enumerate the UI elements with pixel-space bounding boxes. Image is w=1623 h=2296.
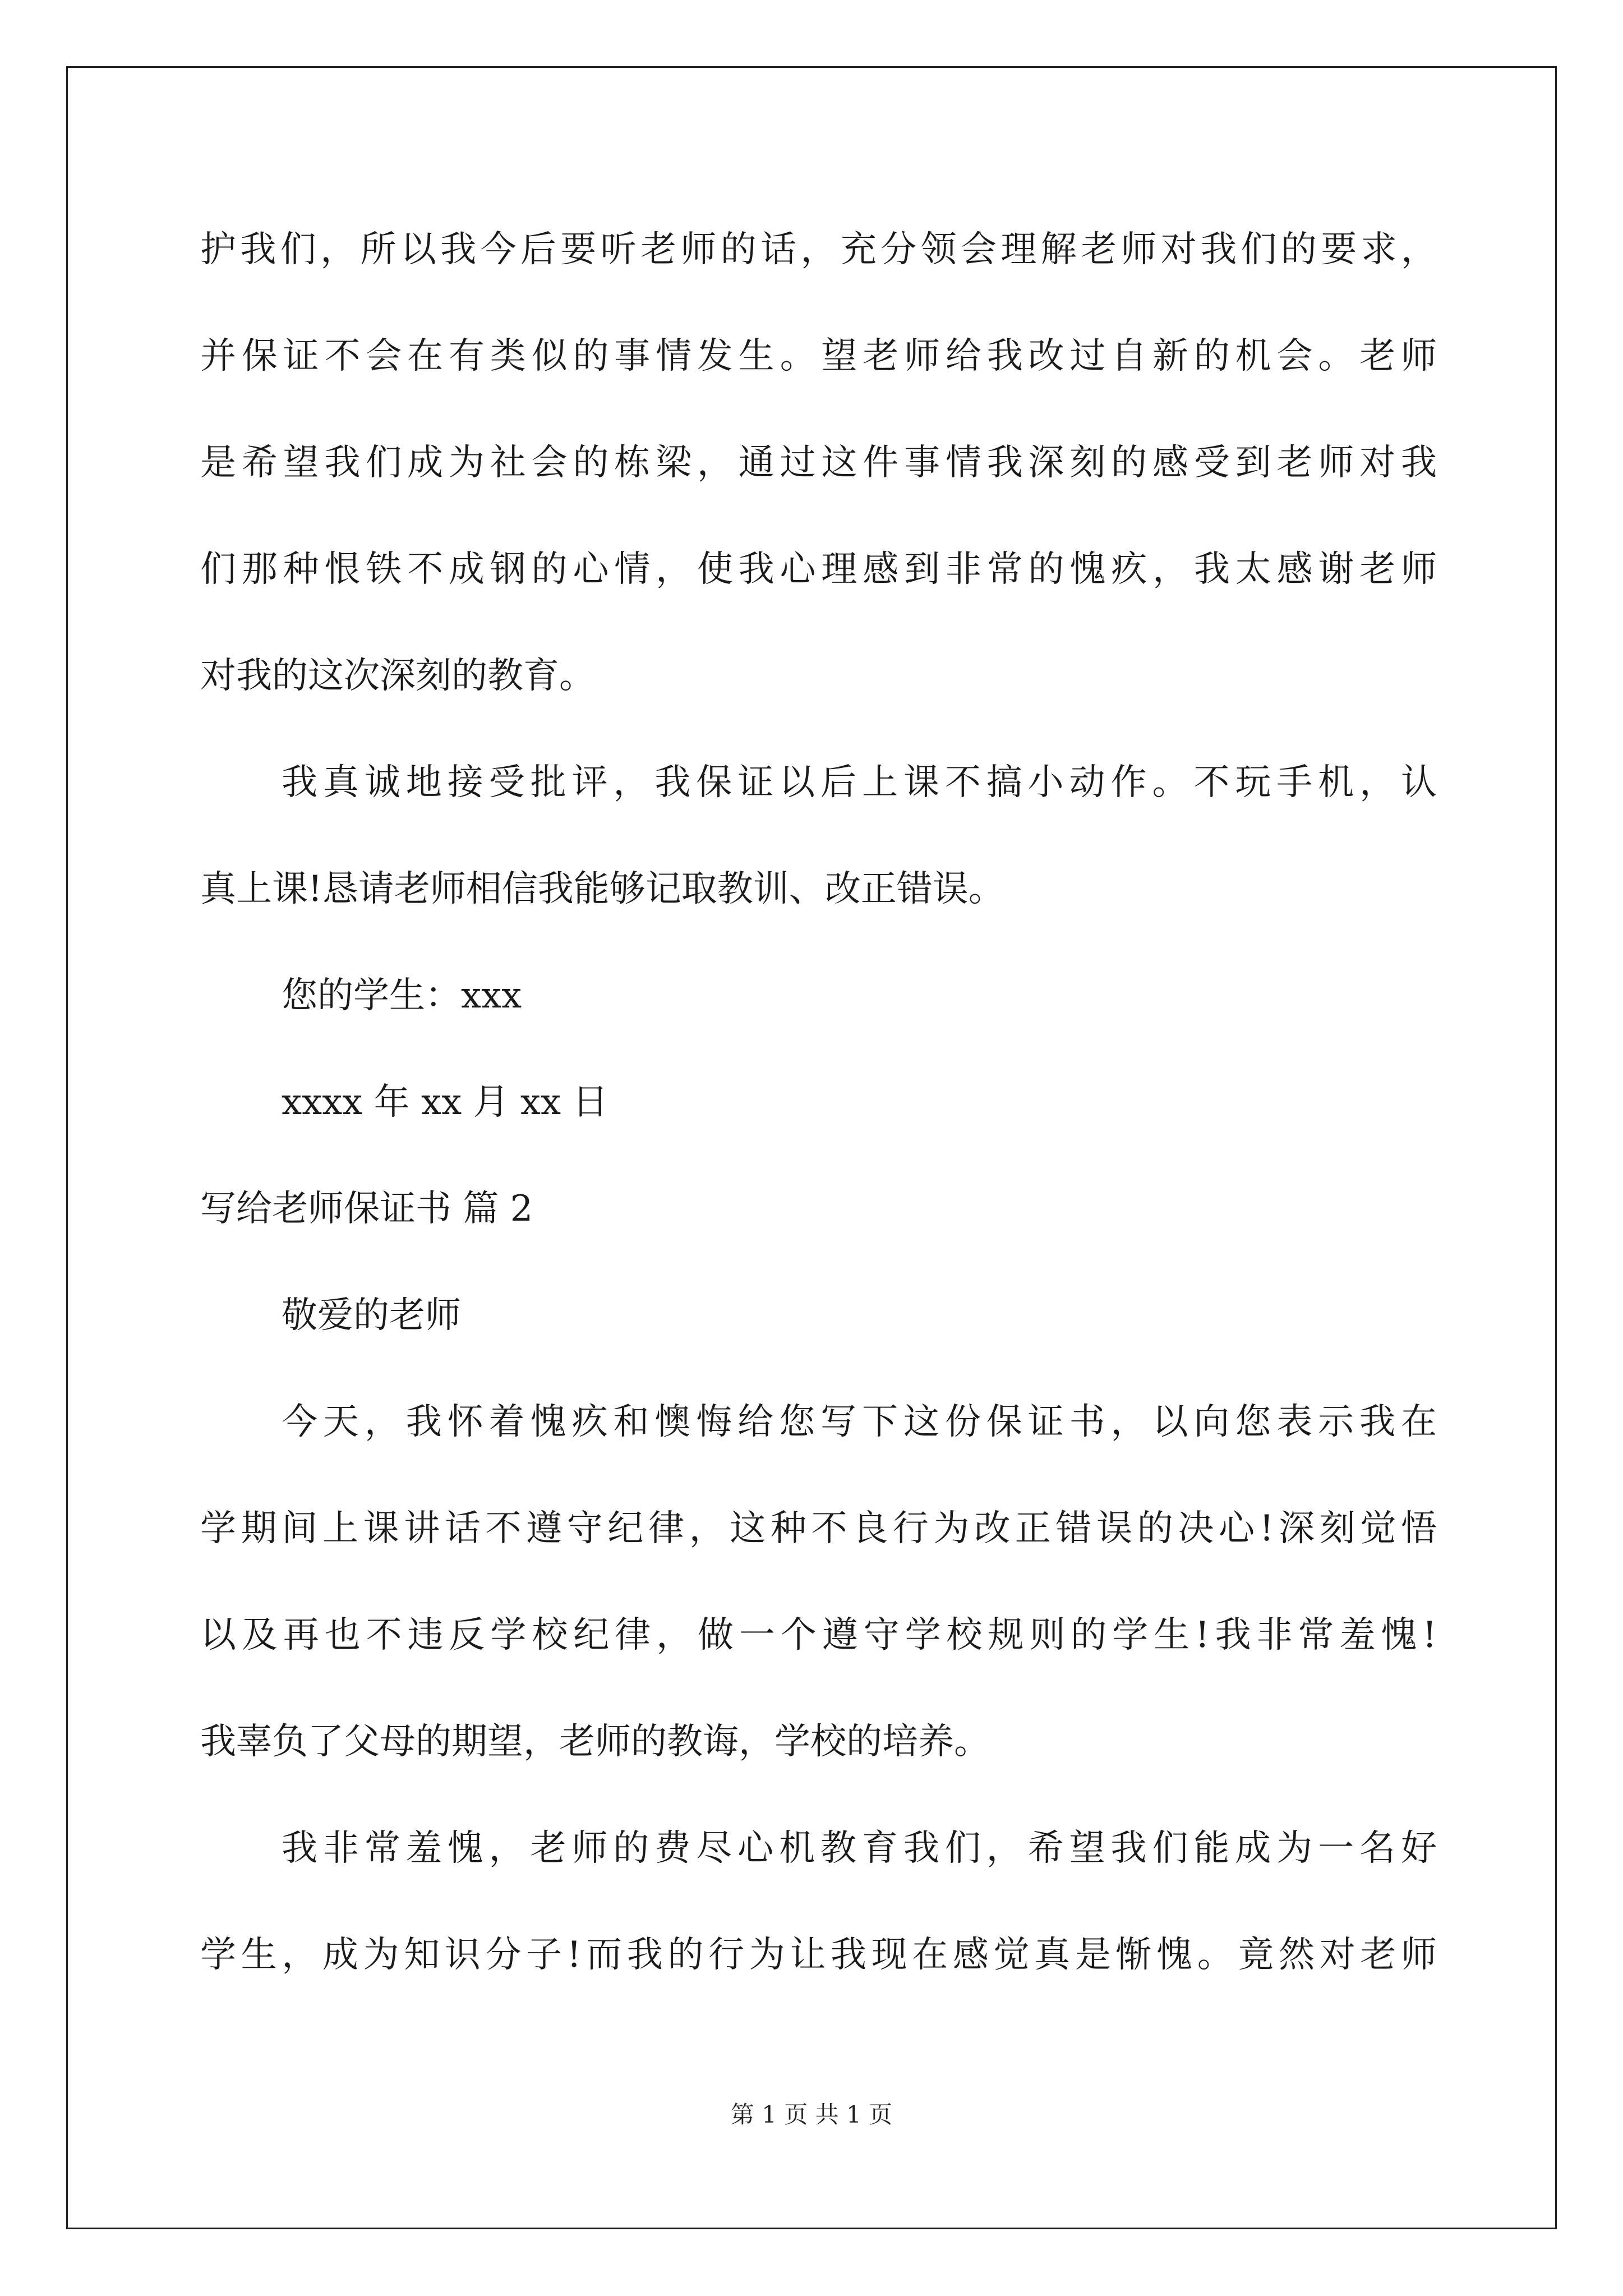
- text-line: 护我们，所以我今后要听老师的话，充分领会理解老师对我们的要求，: [200, 229, 1437, 270]
- salutation: 敬爱的老师: [282, 1295, 461, 1336]
- text-line: 对我的这次深刻的教育。: [200, 655, 595, 697]
- text-line: 真上课!恳请老师相信我能够记取教训、改正错误。: [200, 868, 1004, 910]
- text-line: 学生，成为知识分子!而我的行为让我现在感觉真是惭愧。竟然对老师: [200, 1934, 1437, 1976]
- text-line: 们那种恨铁不成钢的心情，使我心理感到非常的愧疚，我太感谢老师: [200, 549, 1437, 590]
- text-line: 并保证不会在有类似的事情发生。望老师给我改过自新的机会。老师: [200, 335, 1437, 377]
- section-title: 写给老师保证书 篇 2: [200, 1188, 533, 1230]
- date-line: xxxx 年 xx 月 xx 日: [282, 1082, 608, 1123]
- text-line: 以及再也不违反学校纪律，做一个遵守学校规则的学生!我非常羞愧!: [200, 1614, 1437, 1656]
- paragraph-start: 我非常羞愧，老师的费尽心机教育我们，希望我们能成为一名好: [282, 1828, 1437, 1869]
- text-line: 是希望我们成为社会的栋梁，通过这件事情我深刻的感受到老师对我: [200, 442, 1437, 484]
- page-number-footer: 第 1 页 共 1 页: [730, 2101, 893, 2128]
- text-line: 我辜负了父母的期望，老师的教诲，学校的培养。: [200, 1721, 990, 1763]
- signature-line: 您的学生：xxx: [282, 975, 522, 1016]
- paragraph-start: 今天，我怀着愧疚和懊悔给您写下这份保证书，以向您表示我在: [282, 1401, 1437, 1443]
- text-line: 学期间上课讲话不遵守纪律，这种不良行为改正错误的决心!深刻觉悟: [200, 1508, 1437, 1549]
- paragraph-start: 我真诚地接受批评，我保证以后上课不搞小动作。不玩手机，认: [282, 762, 1437, 803]
